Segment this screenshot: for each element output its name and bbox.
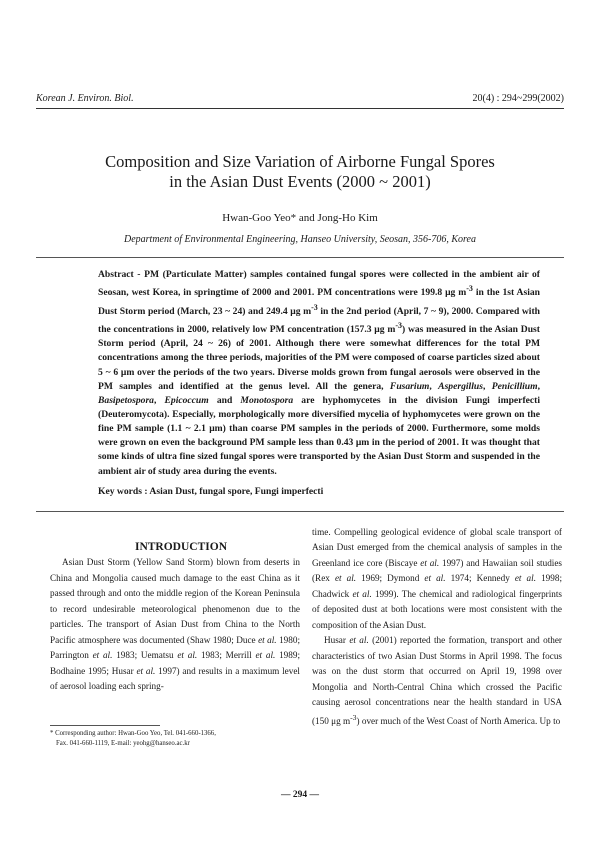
right-column (312, 525, 562, 730)
genus-epicoccum: Epicoccum (164, 394, 209, 406)
left-column (50, 540, 300, 695)
genus-basipetospora: Basipetospora (98, 394, 154, 406)
paper-title (40, 152, 560, 192)
title-line-2: in the Asian Dust Events (2000 ~ 2001) (169, 172, 431, 191)
intro-paragraph-2: Husar et al. (2001) reported the formation, transport and other characteristics of two Asian Dust Storms in April 1998. The focus was on the dust storm that occurred on April 19, 1998 over Mongolia and North-Central China which crossed the Pacific causing aerosol concentrations near the health standard in USA (150 μg $m^{-3}$) over much of the West Coast of North America. Up to (312, 635, 562, 727)
footnote-rule (50, 725, 160, 726)
abstract: Abstract - PM (Particulate Matter) samples contained fungal spores were collected in the ambient air of Seosan, west Korea, in springtime of 2000 and 2001. PM concentrations were 199.8 μg $m^{-3}$ in the 1st Asian Dust Storm period (March, 23 ~ 24) and 249.4 μg $m^{-3}$ in the 2nd period (April, 7 ~ 9), 2000. Compared with the concentrations in 2000, relatively low PM concentration (157.3 μg $m^{-3}$) was measured in the Asian Dust Storm period (April, 24 ~ 26) of 2001. Although there were somewhat differences for the total PM concentrations among the three periods, majorities of the PM were composed of coarse particles sized about 5 ~ 6 μm over the periods of the two years. Diverse molds grown from fungal aerosols were observed in the PM samples and identified at the genus level. All the genera, Fusarium, Aspergillus, Penicillium, Basipetospora, Epicoccum and Monotospora are hyphomycetes in the division Fungi imperfecti (Deuteromycota). Especially, morphologically more diversified mycelia of hyphomycetes were grown on the fine PM sample (1.1 ~ 2.1 μm) than coarse PM samples in the periods of 2000. Furthermore, some molds were grown on even the background PM sample less than 0.43 μm in the period of 2001. It was thought that some kinds of ultra fine sized fungal spores were transported by the Asian Dust Storm and suspended in the ambient air of study area during the events. (98, 269, 541, 477)
journal-name: Korean J. Environ. Biol. (36, 93, 134, 104)
footnote-line-2: Fax. 041-660-1119, E-mail: yeohg@hanseo.ac.kr (56, 739, 190, 747)
abstract-top-rule (36, 257, 564, 258)
keywords: Key words : Asian Dust, fungal spore, Fungi imperfecti (98, 486, 324, 497)
intro-paragraph-1-continued: time. Compelling geological evidence of global scale transport of Asian Dust emerged from the chemical analysis of samples in the Greenland ice core (Biscaye et al. 1997) and Hawaiian soil studies (Rex et al. 1969; Dymond et al. 1974; Kennedy et al. 1998; Chadwick et al. 1999). The chemical and radiological fingerprints of deposited dust at both locations were most consistent with the composition of the Asian Dust. (312, 527, 563, 630)
intro-paragraph-1: Asian Dust Storm (Yellow Sand Storm) blown from deserts in China and Mongolia caused much damage to the east China as it passed through and onto the middle region of the Korean Peninsula to record undesirable meteorological phenomenon due to the particles. The transport of Asian Dust from China to the North Pacific atmosphere was documented (Shaw 1980; Duce et al. 1980; Parrington et al. 1983; Uematsu et al. 1983; Merrill et al. 1989; Bodhaine 1995; Husar et al. 1997) and results in a maximum level of aerosol loading each spring- (50, 557, 301, 692)
footnote-line-1: * Corresponding author: Hwan-Goo Yeo, Tel. 041-660-1366, (50, 730, 216, 737)
affiliation: Department of Environmental Engineering, Hanseo University, Seosan, 356-706, Korea (124, 234, 476, 245)
genus-penicillium: Penicillium (491, 380, 538, 392)
running-header (36, 93, 564, 104)
page-number: — 294 — (281, 790, 319, 800)
genus-monotospora: Monotospora (240, 394, 294, 406)
citation: 20(4) : 294~299(2002) (472, 93, 564, 104)
genus-aspergillus: Aspergillus (438, 380, 483, 392)
authors: Hwan-Goo Yeo* and Jong-Ho Kim (222, 212, 378, 224)
abstract-bottom-rule (36, 511, 564, 512)
title-line-1: Composition and Size Variation of Airborne Fungal Spores (105, 152, 495, 171)
genus-fusarium: Fusarium (389, 380, 430, 392)
header-rule (36, 108, 564, 109)
footnote (50, 729, 310, 748)
section-heading-introduction: INTRODUCTION (134, 541, 227, 553)
